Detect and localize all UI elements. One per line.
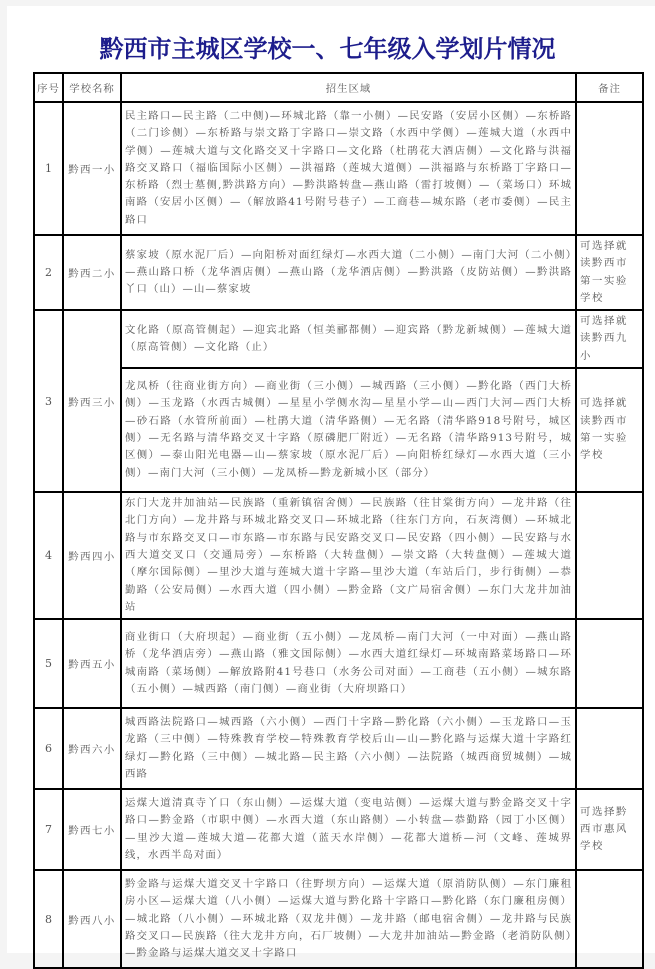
table-header-row: [34, 73, 643, 102]
note: 可选择就读黔西市第一实验学校: [576, 235, 643, 310]
table-row: [34, 708, 643, 789]
school-name: 黔西八小: [63, 870, 121, 968]
school-name: 黔西二小: [63, 235, 121, 310]
school-name: 黔西四小: [63, 492, 121, 619]
table-row: [34, 870, 643, 968]
enrollment-area: 蔡家坡（原水泥厂后）—向阳桥对面红绿灯—水西大道（二小侧）—南门大河（二小侧）—燕山路口桥（龙华酒店侧）—燕山路（龙华酒店侧）—黔洪路（皮防站侧）—黔洪路丫口（山）—山—蔡家坡: [121, 235, 576, 310]
row-number: 5: [34, 619, 63, 708]
note: 可选择就读黔西九小: [576, 310, 643, 368]
enrollment-area: 民主路口—民主路（二中侧)—环城北路（靠一小侧）—民安路（安居小区侧）—东桥路（二门诊侧）—东桥路与崇文路丁字路口—崇文路（水西中学侧）—莲城大道（水西中学侧）—莲城大道与文化路交叉十字路口—文化路（杜鹃花大酒店侧）—文化路与洪福路交叉路口（福临国际小区侧）—洪福路（莲城大道侧）—洪福路与东桥路丁字路口—东桥路（烈士墓侧,黔洪路方向）—黔洪路转盘—燕山路（雷打坡侧）—（菜场口）环城南路（安居小区侧）—（解放路41号附号巷子）—工商巷—城东路（老市委侧）—民主路口: [121, 102, 576, 235]
page-title: 黔西市主城区学校一、七年级入学划片情况: [99, 34, 556, 63]
note: [576, 870, 643, 968]
note: 可选择就读黔西市第一实验学校: [576, 368, 643, 492]
header-school: 学校名称: [63, 73, 121, 102]
school-name: 黔西三小: [63, 310, 121, 492]
enrollment-area: 文化路（原高管侧起）—迎宾北路（恒美郦都侧）—迎宾路（黔龙新城侧）—莲城大道（原高管侧）—文化路（止）: [121, 310, 576, 368]
enrollment-area: 龙凤桥（往商业街方向）—商业街（三小侧）—城西路（三小侧）—黔化路（西门大桥侧）—玉龙路（水西古城侧）—星星小学侧水沟—星星小学—山—西门大河—西门大桥—砂石路（水管所前面）—杜鹃大道（清华路侧）—无名路（清华路918号附号，城区侧）—无名路与清华路交叉十字路（原磷肥厂附近）—无名路（清华路913号附号，城区侧）—泰山阳光电器—山—蔡家坡（原水泥厂后）—向阳桥红绿灯—水西大道（三小侧）—南门大河（三小侧）—龙凤桥—黔龙新城小区（部分）: [121, 368, 576, 492]
table-row: [34, 789, 643, 870]
table-row: [34, 235, 643, 310]
table-row: [34, 102, 643, 235]
table-row: [34, 492, 643, 619]
note: [576, 619, 643, 708]
school-name: 黔西七小: [63, 789, 121, 870]
enrollment-area: 运煤大道清真寺丫口（东山侧）—运煤大道（变电站侧）—运煤大道与黔金路交叉十字路口—黔金路（市职中侧）—水西大道（东山路侧）—小转盘—恭勤路（园丁小区侧）—里沙大道—莲城大道—花都大道（蓝天水岸侧）—花都大道桥—河（文峰、莲城界线，水西半岛对面）: [121, 789, 576, 870]
school-name: 黔西六小: [63, 708, 121, 789]
header-area: 招生区域: [121, 73, 576, 102]
enrollment-area: 黔金路与运煤大道交叉十字路口（往野坝方向）—运煤大道（原消防队侧）—东门廉租房小区—运煤大道（八小侧）—运煤大道与黔化路十字路口—黔化路（东门廉租房侧）—城北路（八小侧）—环城北路（双龙井侧）—龙井路（邮电宿舍侧）—龙井路与民族路交叉口—民族路（往大龙井方向，石厂坡侧）—大龙井加油站—黔金路（老消防队侧）—黔金路与运煤大道交叉十字路口: [121, 870, 576, 968]
note: [576, 102, 643, 235]
table-row: [34, 619, 643, 708]
row-number: 2: [34, 235, 63, 310]
row-number: 1: [34, 102, 63, 235]
school-name: 黔西五小: [63, 619, 121, 708]
enrollment-area: 商业街口（大府坝起）—商业街（五小侧）—龙凤桥—南门大河（一中对面）—燕山路桥（龙华酒店旁）—燕山路（雅文国际侧）—水西大道红绿灯—环城南路菜场路口—环城南路（菜场侧）—解放路附41号巷口（水务公司对面）—工商巷（五小侧）—城东路（五小侧）—城西路（南门侧）—商业街（大府坝路口）: [121, 619, 576, 708]
header-no: 序号: [34, 73, 63, 102]
row-number: 3: [34, 310, 63, 492]
table-row: [34, 368, 643, 492]
row-number: 7: [34, 789, 63, 870]
school-name: 黔西一小: [63, 102, 121, 235]
note: [576, 708, 643, 789]
note: [576, 492, 643, 619]
note: 可选择黔西市惠风学校: [576, 789, 643, 870]
enrollment-area: 东门大龙井加油站—民族路（重新镇宿舍侧）—民族路（往甘棠街方向）—龙井路（往北门方向）—龙井路与环城北路交叉口—环城北路（往东门方向，石灰湾侧）—环城北路与市东路交叉口—市东路—市东路与民安路交叉口—民安路（四小侧）—民安路与水西大道交叉口（交通局旁）—东桥路（大转盘侧）—崇文路（大转盘侧）—莲城大道（摩尔国际侧）—里沙大道与莲城大道十字路—里沙大道（车站后门，步行街侧）—恭勤路（公安局侧）—水西大道（四小侧）—黔金路（文广局宿舍侧）—东门大龙井加油站: [121, 492, 576, 619]
row-number: 4: [34, 492, 63, 619]
row-number: 6: [34, 708, 63, 789]
table-row: [34, 310, 643, 368]
enrollment-area: 城西路法院路口—城西路（六小侧）—西门十字路—黔化路（六小侧）—玉龙路口—玉龙路（三中侧）—特殊教育学校—特殊教育学校后山—山—黔化路与运煤大道十字路红绿灯—黔化路（三中侧）—城北路—民主路（六小侧）—法院路（城西商贸城侧）—城西路: [121, 708, 576, 789]
enrollment-zone-table: [33, 72, 644, 969]
row-number: 8: [34, 870, 63, 968]
header-note: 备注: [576, 73, 643, 102]
